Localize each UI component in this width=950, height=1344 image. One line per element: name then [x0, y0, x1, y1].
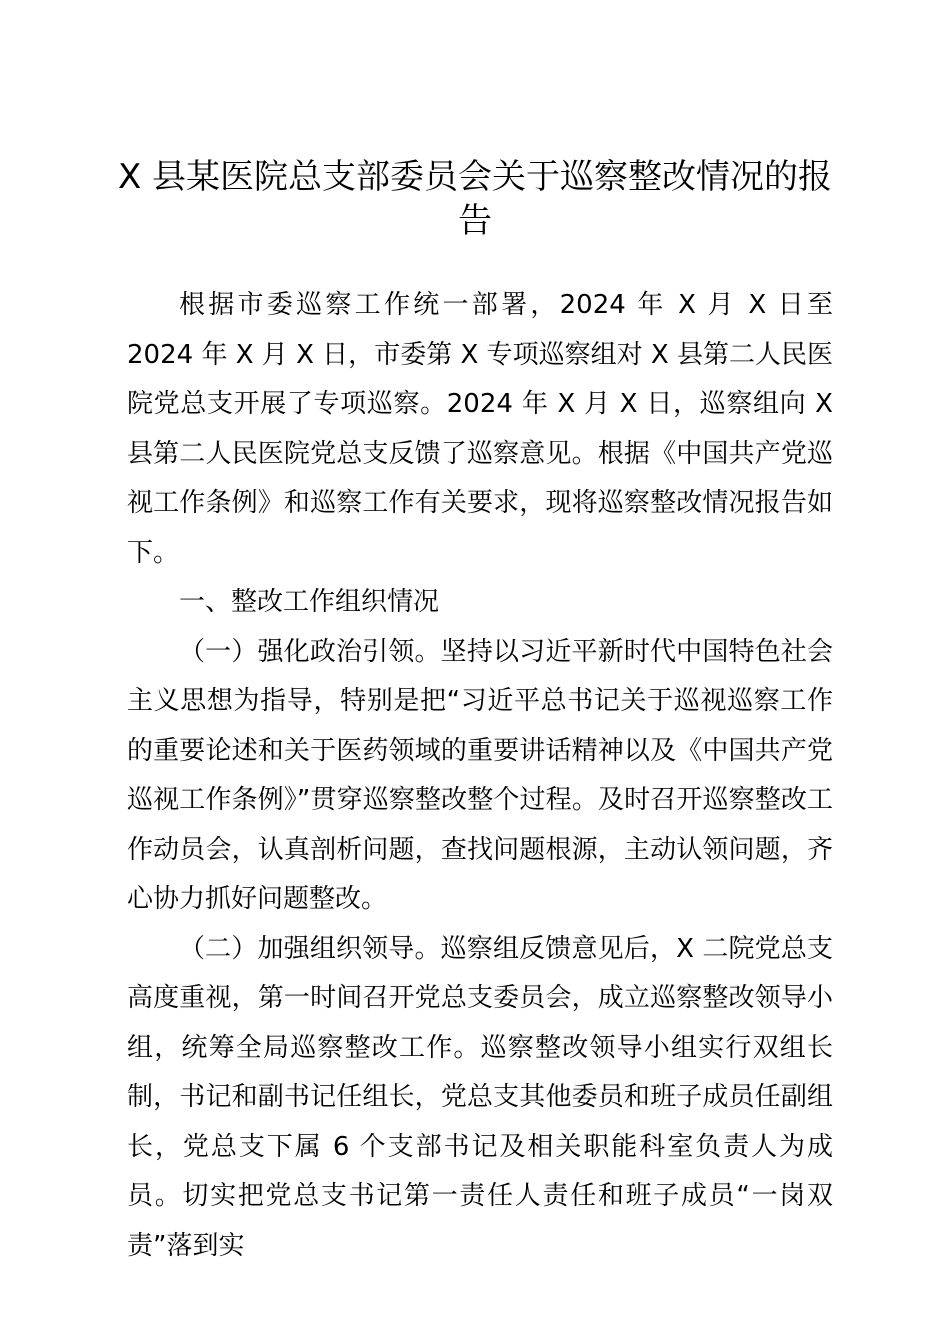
section-heading: 一、整改工作组织情况	[179, 587, 440, 617]
document-body	[127, 281, 833, 1271]
document-title: X 县某医院总支部委员会关于巡察整改情况的报告	[117, 157, 833, 241]
paragraph-political-leadership: （一）强化政治引领。坚持以习近平新时代中国特色社会主义思想为指导，特别是把“习近平总书记关于巡视巡察工作的重要论述和关于医药领域的重要讲话精神以及《中国共产党巡视工作条例》”贯穿巡察整改整个过程。及时召开巡察整改工作动员会，认真剖析问题，查找问题根源，主动认领问题，齐心协力抓好问题整改。	[127, 636, 833, 914]
paragraph-organizational-leadership: （二）加强组织领导。巡察组反馈意见后，X 二院党总支高度重视，第一时间召开党总支委员会，成立巡察整改领导小组，统筹全局巡察整改工作。巡察整改领导小组实行双组长制，书记和副书记任组长，党总支其他委员和班子成员任副组长，党总支下属 6 个支部书记及相关职能科室负责人为成员。切实把党总支书记第一责任人责任和班子成员“一岗双责”落到实	[127, 933, 833, 1261]
paragraph-intro: 根据市委巡察工作统一部署，2024 年 X 月 X 日至 2024 年 X 月 X 日，市委第 X 专项巡察组对 X 县第二人民医院党总支开展了专项巡察。2024 年 X 月 X 日，巡察组向 X 县第二人民医院党总支反馈了巡察意见。根据《中国共产党巡视工作条例》和巡察工作有关要求，现将巡察整改情况报告如下。	[127, 290, 833, 568]
